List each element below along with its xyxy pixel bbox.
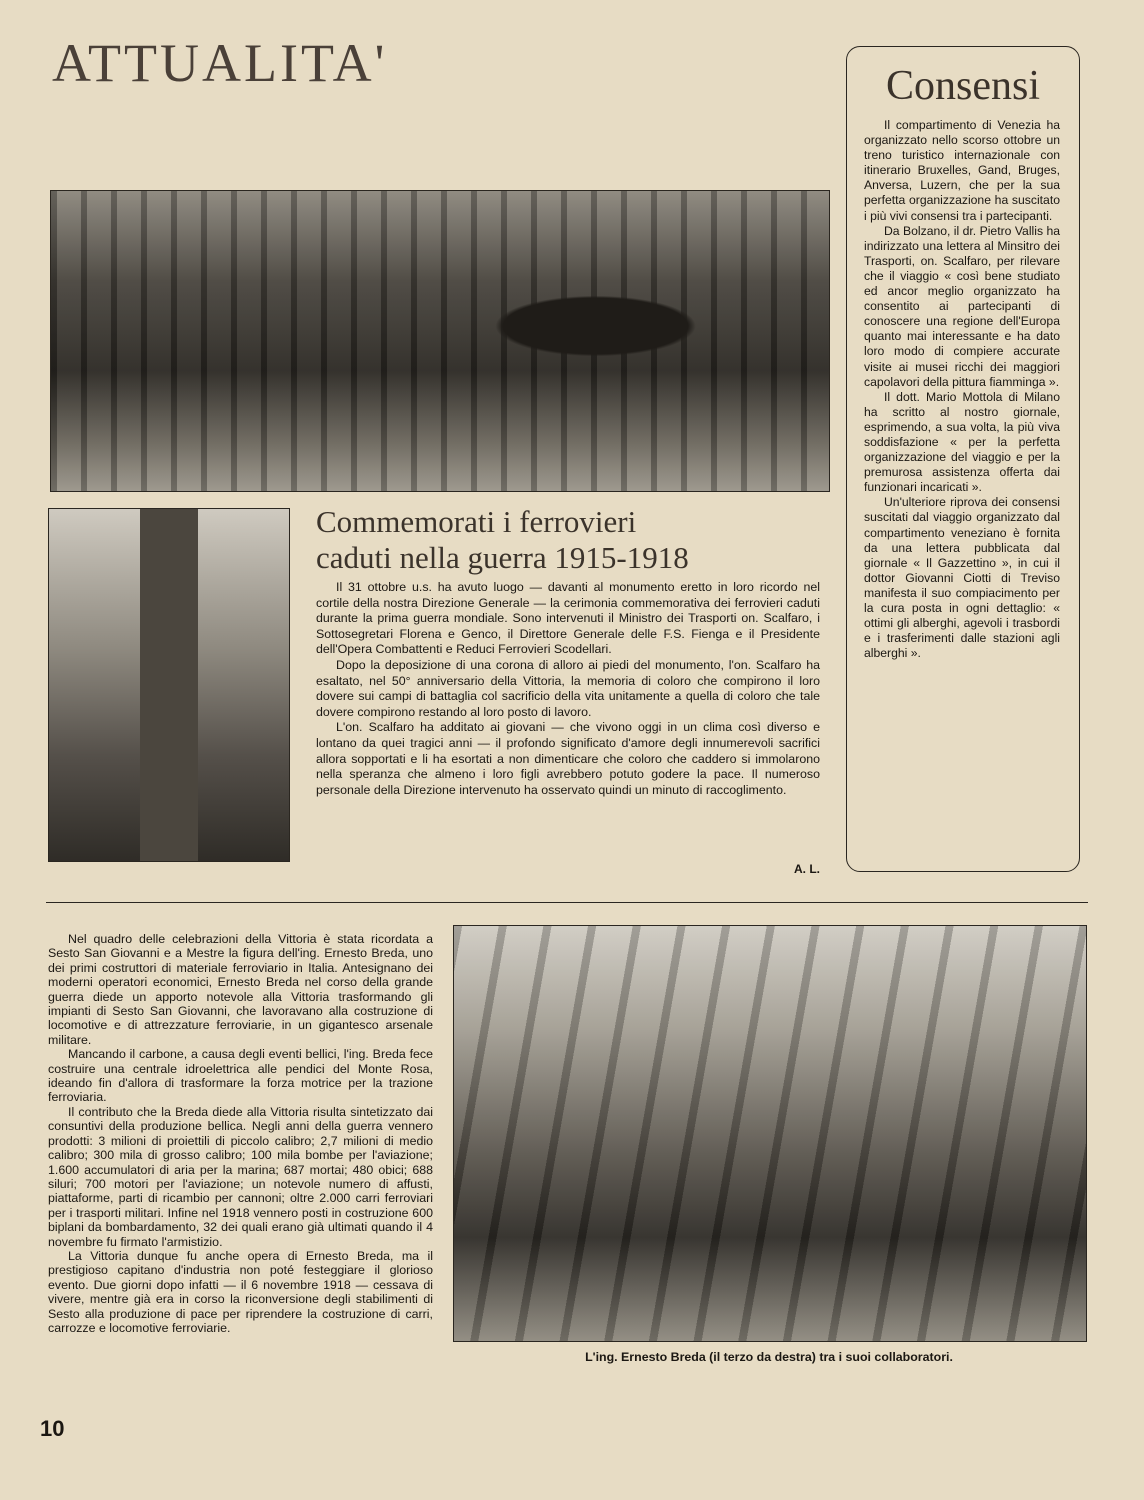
sidebar-body xyxy=(864,118,1060,661)
article-paragraph: Dopo la deposizione di una corona di alloro ai piedi del monumento, l'on. Scalfaro ha esaltato, nel 50° anniversario della Vittoria, la memoria di coloro che compirono il loro dovere sui campi di battaglia col sacrificio della vita unitamente a quella di coloro che tale dovere compirono restando al loro posto di lavoro. xyxy=(316,657,820,719)
article-title xyxy=(316,504,816,576)
breda-paragraph: Il contributo che la Breda diede alla Vittoria risulta sintetizzato dai consuntivi della produzione bellica. Negli anni della guerra vennero prodotti: 3 milioni di proiettili di piccolo calibro; 2,7 milioni di medio calibro; 300 mila di grosso calibro; 100 mila bombe per l'aviazione; 1.600 accumulatori di aria per la marina; 687 mortai; 480 obici; 688 siluri; 700 motori per l'aviazione; un notevole numero di affusti, piattaforme, parti di ricambio per cannoni; oltre 2.000 carri ferroviari per i trasporti militari. Infine nel 1918 vennero posti in costruzione 600 biplani da bombardamento, 32 dei quali erano già ultimati quando il 4 novembre fu firmato l'armistizio. xyxy=(48,1104,433,1249)
article-paragraph: L'on. Scalfaro ha additato ai giovani — che vivono oggi in un clima così diverso e lontano da quei tragici anni — il profondo significato d'amore degli innumerevoli sacrifici allora sopportati e li ha esortati a non dimenticare che coloro che caddero si immolarono nella speranza che almeno i loro figli avrebbero potuto godere la pace. Il numeroso personale della Direzione intervenuto ha osservato quindi un minuto di raccoglimento. xyxy=(316,720,820,797)
monument-wreath-photo xyxy=(48,508,290,862)
article-byline: A. L. xyxy=(794,862,820,876)
sidebar-paragraph: Da Bolzano, il dr. Pietro Vallis ha indirizzato una lettera al Minsitro dei Trasporti, on. Scalfaro, per rilevare che il viaggio « così bene studiato ed ancor meglio organizzato ha consentito ai partecipanti di conoscere una regione dell'Europa quanto mai interessante e ha dato loro modo di compiere accurate visite ai musei ricchi dei maggiori capolavori della pittura fiamminga ». xyxy=(864,223,1060,389)
article-paragraph: Il 31 ottobre u.s. ha avuto luogo — davanti al monumento eretto in loro ricordo nel cortile della nostra Direzione Generale — la cerimonia commemorativa dei ferrovieri caduti durante la prima guerra mondiale. Sono intervenuti il Ministro dei Trasporti on. Scalfaro, i Sottosegretari Florena e Genco, il Direttore Generale delle F.S. Fienga e il Presidente dell'Opera Combattenti e Reduci Ferrovieri Scodellari. xyxy=(316,580,820,657)
breda-paragraph: La Vittoria dunque fu anche opera di Ernesto Breda, ma il prestigioso capitano d'industria non poté festeggiare il glorioso evento. Due giorni dopo infatti — il 6 novembre 1918 — cessava di vivere, mentre già era in corso la riconversione degli stabilimenti di Sesto alla produzione di pace per riprendere la costruzione di carri, carrozze e locomotive ferroviarie. xyxy=(48,1248,433,1335)
sidebar-title: Consensi xyxy=(885,63,1040,109)
article-title-line-1: Commemorati i ferrovieri xyxy=(316,504,637,539)
page-number: 10 xyxy=(40,1416,65,1441)
breda-paragraph: Nel quadro delle celebrazioni della Vittoria è stata ricordata a Sesto San Giovanni e a Mestre la figura dell'ing. Ernesto Breda, uno dei primi costruttori di materiale ferroviario in Italia. Antesignano dei moderni operatori economici, Ernesto Breda nel corso della grande guerra diede un apporto notevole alla Vittoria trasformando gli impianti di Sesto San Giovanni, che lavoravano alla costruzione di locomotive e di attrezzature ferroviarie, in un gigantesco arsenale militare. xyxy=(48,932,433,1047)
breda-article-body xyxy=(48,932,433,1335)
sidebar-paragraph: Un'ulteriore riprova dei consensi suscitati dal viaggio organizzato dal compartimento veneziano è fornita da una lettera pubblicata dal giornale « Il Gazzettino », in cui il dottor Giovanni Ciotti di Treviso manifesta il suo compiacimento per la cura posta in ogni dettaglio: « ottimi gli alberghi, agevoli i trasbordi e i trasferimenti dalle stazioni agli alberghi ». xyxy=(864,495,1060,661)
section-title: ATTUALITA' xyxy=(52,33,388,93)
breda-paragraph: Mancando il carbone, a causa degli eventi bellici, l'ing. Breda fece costruire una centrale idroelettrica alle pendici del Monte Rosa, ideando fin d'allora di trasformare la forza motrice per la trazione ferroviaria. xyxy=(48,1047,433,1105)
locomotive-factory-photo xyxy=(453,925,1087,1342)
section-divider xyxy=(46,902,1088,903)
article-title-line-2: caduti nella guerra 1915-1918 xyxy=(316,540,689,575)
article-body xyxy=(316,580,820,798)
sidebar-paragraph: Il compartimento di Venezia ha organizzato nello scorso ottobre un treno turistico internazionale con itinerario Bruxelles, Gand, Bruges, Anversa, Luzern, che per la sua perfetta organizzazione ha suscitato i più vivi consensi tra i partecipanti. xyxy=(864,118,1060,223)
ceremony-crowd-photo xyxy=(50,190,830,492)
sidebar-paragraph: Il dott. Mario Mottola di Milano ha scritto al nostro giornale, esprimendo, a sua volta, la più viva soddisfazione « per la perfetta organizzazione del viaggio e per la premurosa assistenza offerta dai funzionari incaricati ». xyxy=(864,389,1060,495)
photo-caption: L'ing. Ernesto Breda (il terzo da destra) tra i suoi collaboratori. xyxy=(585,1350,953,1364)
